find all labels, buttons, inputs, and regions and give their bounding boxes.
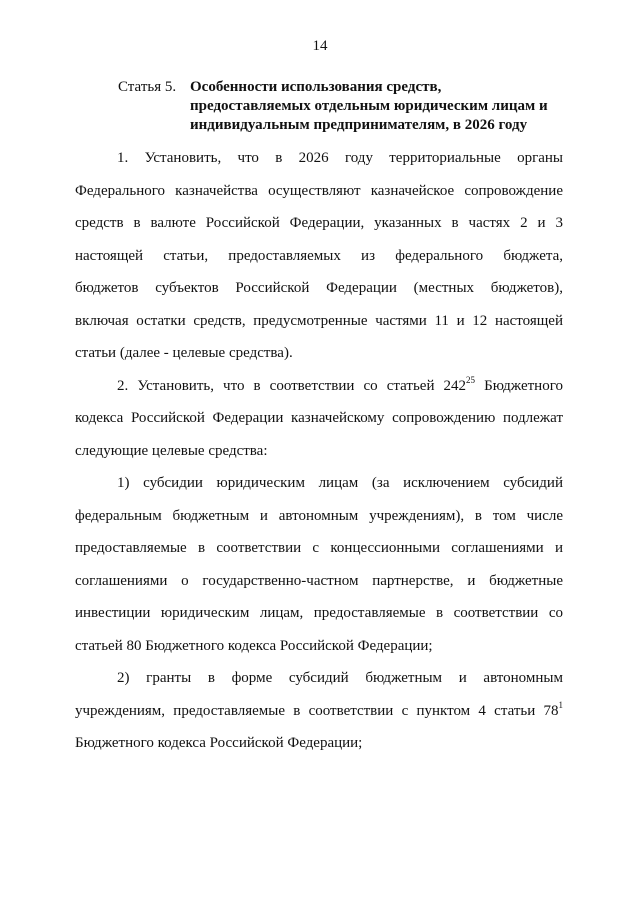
article-body bbox=[75, 142, 563, 760]
text-line: бюджетов субъектов Российской Федерации (местных бюджетов), bbox=[75, 280, 563, 296]
text-segment: учреждениям, предоставляемые в соответствии с пунктом 4 статьи 78 bbox=[75, 702, 559, 719]
paragraph-1 bbox=[75, 142, 563, 370]
article-title-line: Особенности использования средств, bbox=[190, 79, 442, 95]
text-line: следующие целевые средства: bbox=[75, 442, 268, 459]
text-line: 1) субсидии юридическим лицам (за исключением субсидий bbox=[117, 475, 563, 491]
text-line: статьи (далее - целевые средства). bbox=[75, 345, 293, 361]
article-title bbox=[190, 78, 548, 135]
text-segment: 2. Установить, что в соответствии со статьей 242 bbox=[117, 377, 467, 394]
page-number: 14 bbox=[312, 38, 328, 54]
superscript: 1 bbox=[558, 699, 563, 710]
list-item-2 bbox=[75, 662, 563, 760]
text-line: 2) гранты в форме субсидий бюджетным и автономным bbox=[117, 670, 563, 686]
superscript: 25 bbox=[466, 374, 476, 385]
text-line bbox=[75, 695, 563, 728]
text-line: включая остатки средств, предусмотренные частями 11 и 12 настоящей bbox=[75, 312, 563, 329]
text-line: 1. Установить, что в 2026 году территориальные органы bbox=[117, 150, 563, 166]
text-segment: Бюджетного bbox=[475, 377, 563, 394]
text-line: кодекса Российской Федерации казначейскому сопровождению подлежат bbox=[75, 410, 563, 426]
text-line bbox=[75, 370, 563, 403]
text-line: соглашениями о государственно-частном партнерстве, и бюджетные bbox=[75, 572, 563, 589]
text-line: федеральным бюджетным и автономным учреждениям), в том числе bbox=[75, 507, 563, 524]
text-line: инвестиции юридическим лицам, предоставляемые в соответствии со bbox=[75, 605, 563, 621]
text-line: статьей 80 Бюджетного кодекса Российской Федерации; bbox=[75, 637, 433, 654]
article-title-line: предоставляемых отдельным юридическим лицам и bbox=[190, 98, 548, 114]
text-line: Бюджетного кодекса Российской Федерации; bbox=[75, 735, 363, 751]
list-item-1 bbox=[75, 467, 563, 662]
article-label: Статья 5. bbox=[118, 79, 177, 95]
article-heading bbox=[118, 78, 578, 135]
paragraph-2 bbox=[75, 370, 563, 468]
text-line: Федерального казначейства осуществляют казначейское сопровождение bbox=[75, 182, 563, 199]
text-line: средств в валюте Российской Федерации, указанных в частях 2 и 3 bbox=[75, 215, 563, 231]
text-line: настоящей статьи, предоставляемых из федерального бюджета, bbox=[75, 247, 563, 264]
article-title-line: индивидуальным предпринимателям, в 2026 году bbox=[190, 117, 528, 133]
text-line: предоставляемые в соответствии с концессионными соглашениями и bbox=[75, 540, 563, 556]
